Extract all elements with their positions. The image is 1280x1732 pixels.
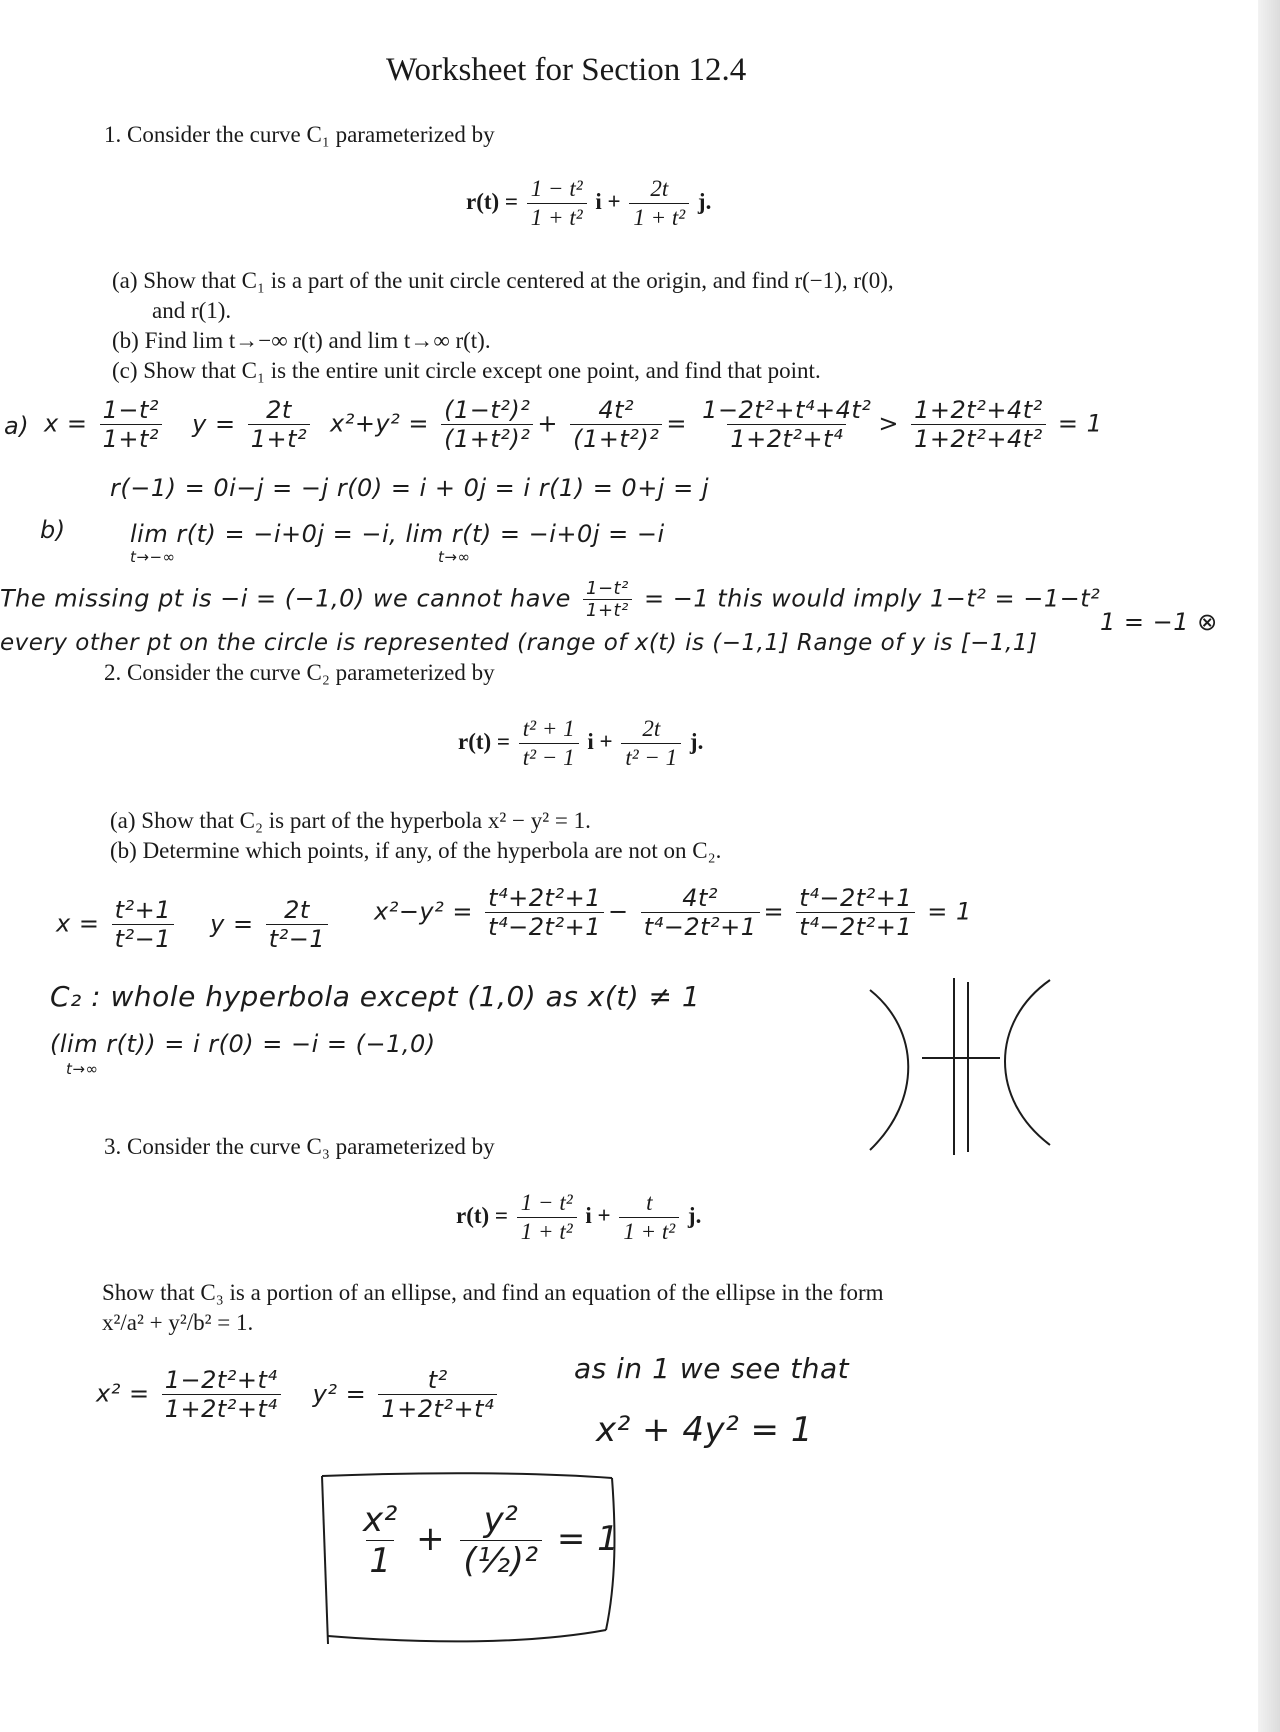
hw-p1-every-other: every other pt on the circle is represented (range of x(t) is (−1,1] Range of y is [−1,1]: [0, 630, 1038, 656]
hw-p3-squares: x² = $\frac{\text{1−2t²+t⁴}}{\text{1+2t²+t⁴}}$ y² = $\frac{\text{t²}}{\text{1+2t²+t⁴}}$: [96, 1366, 501, 1423]
hw-p1-limit-sub-pos: t→∞: [438, 548, 471, 566]
problem3-frac-i: $\frac{\text{1 − t²}}{\text{1 + t²}}$: [517, 1190, 577, 1245]
problem2-intro: 2. Consider the curve C₂ parameterized by: [104, 660, 495, 685]
problem1-unit-i: i +: [595, 188, 621, 214]
hw-p1-sum: x²+y² = $\frac{\text{(1−t²)²}}{\text{(1+t²)²}}$ + $\frac{\text{4t²}}{\text{(1+t²)²}}$ = $\frac{\text{1−2t²+t⁴+4t²}}{\text{1+2t²+t⁴}}$ > $\frac{\text{1+2t²+4t²}}{\text{1+2t²+4t²}}$ = 1: [330, 396, 1103, 453]
problem3-text: Show that C₃ is a portion of an ellipse, and find an equation of the ellipse in the form: [102, 1280, 884, 1305]
problem1-part-a: (a) Show that C₁ is a part of the unit circle centered at the origin, and find r(−1), r(0),: [112, 268, 894, 293]
problem3-frac-j: $\frac{t}{\text{1 + t²}}$: [619, 1190, 679, 1245]
hw-p2-whole-hyperbola: C₂ : whole hyperbola except (1,0) as x(t) ≠ 1: [50, 980, 701, 1013]
hw-p1-xy-defs: x = $\frac{\text{1−t²}}{\text{1+t²}}$ y = $\frac{2t}{\text{1+t²}}$: [44, 396, 314, 453]
hw-p1-limits: lim r(t) = −i+0j = −i, lim r(t) = −i+0j = −i: [130, 520, 665, 548]
problem2-part-b: (b) Determine which points, if any, of the hyperbola are not on C₂.: [110, 838, 722, 863]
hw-p1-label-a: a): [4, 412, 30, 440]
problem2-part-a: (a) Show that C₂ is part of the hyperbola x² − y² = 1.: [110, 808, 591, 833]
problem2-unit-j: j.: [689, 728, 704, 754]
problem1-part-b: (b) Find lim t→−∞ r(t) and lim t→∞ r(t).: [112, 328, 491, 353]
problem3-lhs: r(t) =: [456, 1202, 509, 1228]
problem1-unit-j: j.: [697, 188, 712, 214]
problem3-unit-j: j.: [687, 1202, 702, 1228]
page-title: Worksheet for Section 12.4: [386, 52, 747, 88]
hw-p1-missing: The missing pt is −i = (−1,0) we cannot have $\frac{\text{1−t²}}{\text{1+t²}}$ = −1 this would imply 1−t² = −1−t²: [0, 578, 1101, 621]
hw-p1-contradiction: 1 = −1 ⊗: [1100, 608, 1218, 636]
problem1-intro: 1. Consider the curve C₁ parameterized by: [104, 122, 495, 147]
hw-p3-boxed-answer: $\frac{\text{x²}}{1}$ + $\frac{\text{y²}}{\text{(½)²}}$ = 1: [363, 1500, 620, 1581]
problem2-frac-i: $\frac{\text{t² + 1}}{\text{t² − 1}}$: [519, 716, 579, 771]
hw-p1-limit-sub-neg: t→−∞: [130, 548, 176, 566]
hyperbola-sketch: [850, 960, 1090, 1170]
problem2-frac-j: $\frac{2t}{\text{t² − 1}}$: [621, 716, 681, 771]
hw-p1-label-b: b): [40, 516, 66, 544]
problem3-text-cont: x²/a² + y²/b² = 1.: [102, 1310, 254, 1335]
hw-p2-limit-sub: t→∞: [66, 1060, 99, 1078]
problem3-equation: [456, 1190, 701, 1245]
problem1-part-a-cont: and r(1).: [152, 298, 232, 323]
hyperbola-right-branch: [1005, 980, 1050, 1145]
problem1-frac-i: $\frac{\text{1 − t²}}{\text{1 + t²}}$: [527, 176, 587, 231]
hw-p2-xy-defs: x = $\frac{\text{t²+1}}{\text{t²−1}}$ y = $\frac{2t}{\text{t²−1}}$: [56, 896, 332, 953]
problem2-lhs: r(t) =: [458, 728, 511, 754]
hw-p2-limit: (lim r(t)) = i r(0) = −i = (−1,0): [50, 1030, 436, 1058]
problem2-equation: [458, 716, 703, 771]
scan-edge-shadow: [1258, 0, 1280, 1732]
problem1-part-c: (c) Show that C₁ is the entire unit circle except one point, and find that point.: [112, 358, 821, 383]
hw-p2-difference: x²−y² = $\frac{\text{t⁴+2t²+1}}{\text{t⁴−2t²+1}}$ − $\frac{\text{4t²}}{\text{t⁴−2t²+1}}$ = $\frac{\text{t⁴−2t²+1}}{\text{t⁴−2t²+1}}$ = 1: [374, 884, 972, 941]
hw-p3-as-in: as in 1 we see that: [574, 1352, 850, 1385]
hw-p1-values: r(−1) = 0i−j = −j r(0) = i + 0j = i r(1) = 0+j = j: [110, 474, 710, 502]
problem2-unit-i: i +: [587, 728, 613, 754]
hw-p3-ellipse-eq: x² + 4y² = 1: [596, 1410, 813, 1450]
hyperbola-left-branch: [870, 990, 908, 1150]
problem1-frac-j: $\frac{2t}{\text{1 + t²}}$: [629, 176, 689, 231]
problem1-lhs: r(t) =: [466, 188, 519, 214]
problem3-intro: 3. Consider the curve C₃ parameterized by: [104, 1134, 495, 1159]
problem1-equation: [466, 176, 711, 231]
problem3-unit-i: i +: [585, 1202, 611, 1228]
